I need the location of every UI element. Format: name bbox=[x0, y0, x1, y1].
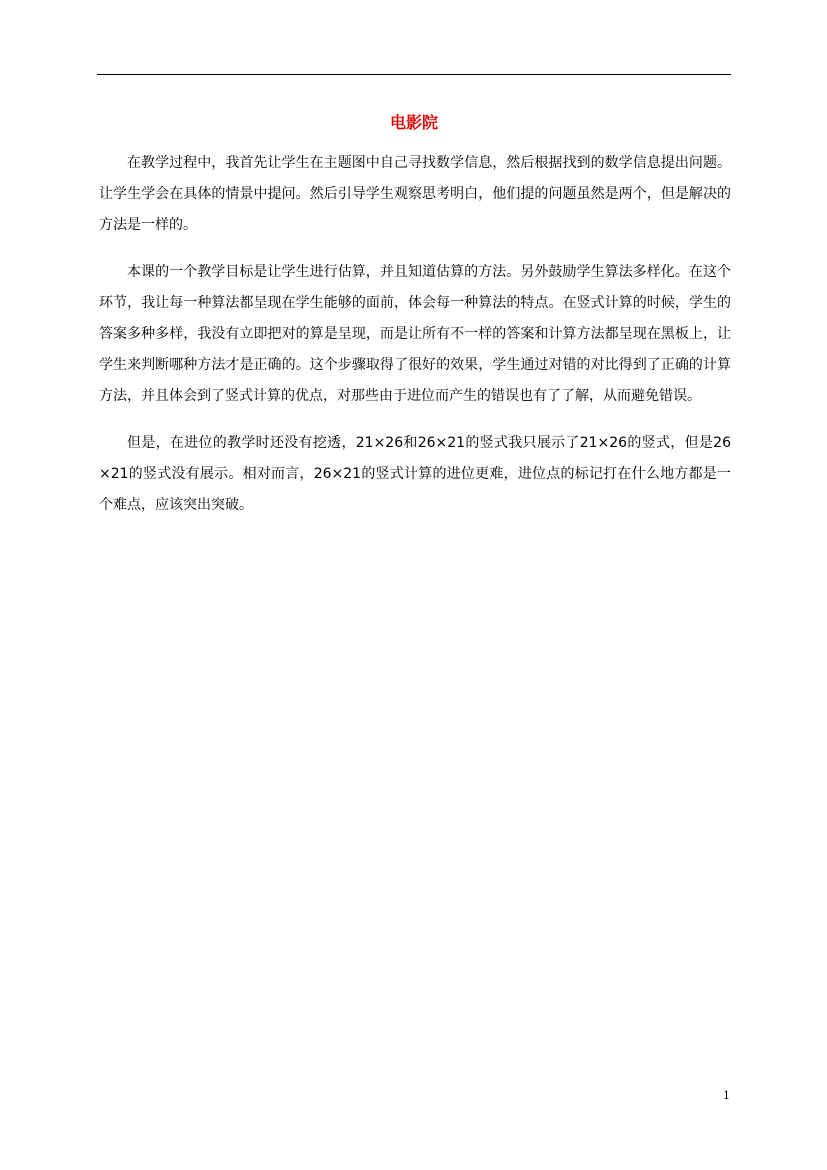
paragraph-2: 本课的一个教学目标是让学生进行估算，并且知道估算的方法。另外鼓励学生算法多样化。在这个环节，我让每一种算法都呈现在学生能够的面前，体会每一种算法的特点。在竖式计算的时候，学生的答案多种多样，我没有立即把对的算是呈现，而是让所有不一样的答案和计算方法都呈现在黑板上，让学生来判断哪种方法才是正确的。这个步骤取得了很好的效果，学生通过对错的对比得到了正确的计算方法，并且体会到了竖式计算的优点，对那些由于进位而产生的错误也有了了解，从而避免错误。 bbox=[99, 264, 731, 404]
body-text bbox=[99, 148, 731, 537]
paragraph-1: 在教学过程中，我首先让学生在主题图中自己寻找数学信息，然后根据找到的数学信息提出问题。让学生学会在具体的情景中提问。然后引导学生观察思考明白，他们提的问题虽然是两个，但是解决的方法是一样的。 bbox=[99, 155, 731, 233]
page-title: 电影院 bbox=[389, 113, 438, 132]
page-number: 1 bbox=[723, 1089, 730, 1102]
paragraph-3: 但是，在进位的教学时还没有挖透，21×26和26×21的竖式我只展示了21×26的竖式，但是26×21的竖式没有展示。相对而言，26×21的竖式计算的进位更难，进位点的标记打在什么地方都是一个难点，应该突出突破。 bbox=[99, 435, 731, 513]
header-rule bbox=[97, 74, 731, 75]
